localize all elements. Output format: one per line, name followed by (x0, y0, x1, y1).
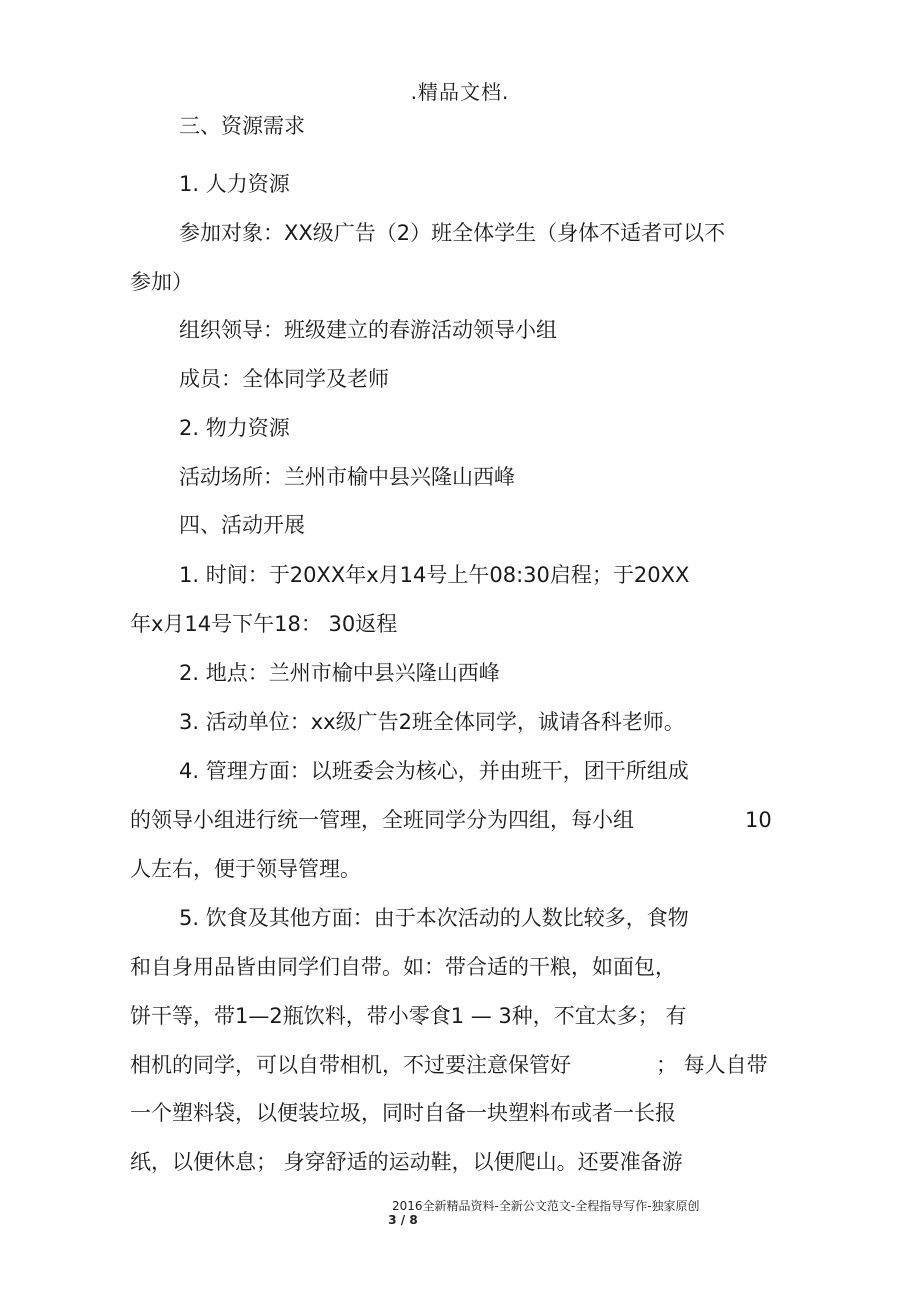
group-size-number: 10 (745, 808, 772, 832)
management-line-cont: 的领导小组进行统一管理，全班同学分为四组，每小组 (130, 808, 634, 832)
venue-line: 活动场所：兰州市榆中县兴隆山西峰 (179, 465, 515, 489)
members-line: 成员：全体同学及老师 (179, 367, 389, 391)
page-header: .精品文档. (410, 80, 510, 104)
food-line-4: 相机的同学，可以自带相机，不过要注意保管好 (130, 1053, 571, 1077)
section-heading-resources: 三、资源需求 (179, 114, 305, 138)
time-line-cont: 年x月14号下午18： 30返程 (130, 612, 398, 636)
subheading-material-resources: 2. 物力资源 (179, 416, 290, 440)
food-line-4-tail: ； 每人自带 (656, 1053, 768, 1077)
unit-line: 3. 活动单位：xx级广告2班全体同学，诚请各科老师。 (179, 710, 685, 734)
subheading-human-resources: 1. 人力资源 (179, 172, 290, 196)
management-line: 4. 管理方面：以班委会为核心，并由班干，团干所组成 (179, 759, 689, 783)
organizer-line: 组织领导：班级建立的春游活动领导小组 (179, 318, 557, 342)
time-line: 1. 时间：于20XX年x月14号上午08:30启程；于20XX (179, 563, 690, 587)
management-line-end: 人左右，便于领导管理。 (130, 857, 361, 881)
location-line: 2. 地点：兰州市榆中县兴隆山西峰 (179, 661, 500, 685)
food-line-6: 纸，以便休息； 身穿舒适的运动鞋，以便爬山。还要准备游 (130, 1150, 683, 1174)
section-heading-activities: 四、活动开展 (179, 513, 305, 537)
participants-line-cont: 参加） (130, 270, 193, 294)
food-line-5: 一个塑料袋，以便装垃圾，同时自备一块塑料布或者一长报 (130, 1101, 676, 1125)
food-line-3: 饼干等，带1—2瓶饮料，带小零食1 — 3种，不宜太多； 有 (130, 1004, 687, 1028)
food-line: 5. 饮食及其他方面：由于本次活动的人数比较多，食物 (179, 906, 689, 930)
page-number: 3 / 8 (388, 1213, 418, 1227)
food-line-2: 和自身用品皆由同学们自带。如：带合适的干粮，如面包， (130, 955, 676, 979)
footer-note: 2016全新精品资料-全新公文范文-全程指导写作-独家原创 (392, 1199, 700, 1213)
participants-line: 参加对象：XX级广告（2）班全体学生（身体不适者可以不 (179, 221, 726, 245)
